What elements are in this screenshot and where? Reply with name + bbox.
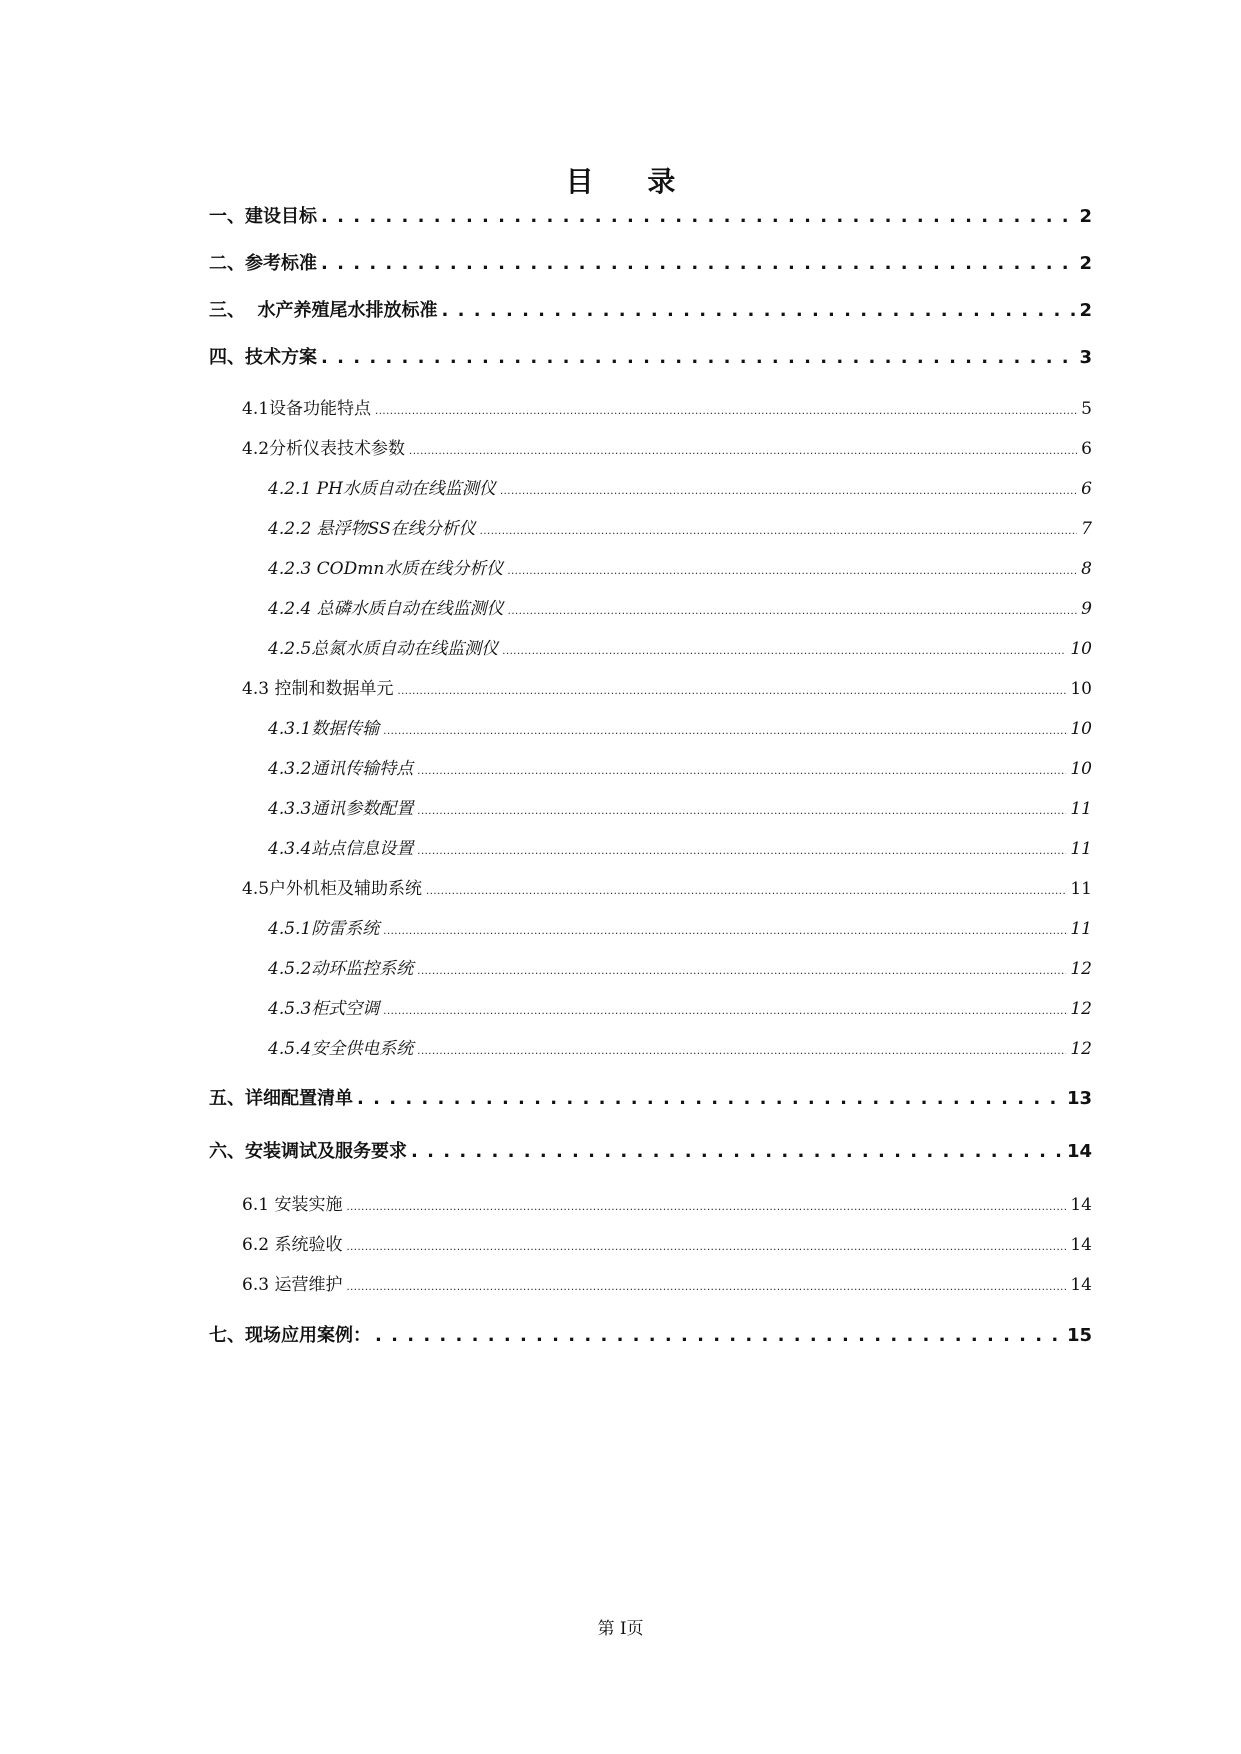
toc-leader xyxy=(321,251,1075,277)
toc-leader xyxy=(357,1086,1063,1112)
toc-entry-page: 2 xyxy=(1079,300,1092,321)
toc-entry[interactable] xyxy=(209,251,1092,277)
toc-entry-page: 12 xyxy=(1070,1039,1092,1059)
toc-entry-page: 15 xyxy=(1066,1325,1092,1346)
toc-entry-page: 7 xyxy=(1081,519,1092,539)
toc-entry[interactable] xyxy=(209,204,1092,230)
toc-leader xyxy=(383,996,1066,1025)
toc-leader xyxy=(417,756,1066,785)
toc-entry-page: 11 xyxy=(1070,839,1092,859)
toc-entry-page: 2 xyxy=(1079,253,1092,274)
toc-entry-page: 9 xyxy=(1081,599,1092,619)
toc-leader xyxy=(417,1036,1066,1065)
toc-leader xyxy=(480,516,1078,545)
toc-entry-label: 四、技术方案 xyxy=(209,347,317,368)
toc-entry[interactable] xyxy=(268,476,1092,505)
toc-leader xyxy=(442,298,1076,324)
toc-entry[interactable] xyxy=(242,1272,1092,1301)
toc-entry-page: 10 xyxy=(1070,759,1092,779)
toc-entry-label: 六、安装调试及服务要求 xyxy=(209,1141,407,1162)
toc-entry[interactable] xyxy=(209,345,1092,371)
toc-entry-page: 14 xyxy=(1070,1275,1092,1295)
toc-leader xyxy=(383,716,1066,745)
toc-entry-label: 4.3.4站点信息设置 xyxy=(268,839,414,859)
toc-entry-label: 4.3.2通讯传输特点 xyxy=(268,759,414,779)
toc-entry-label: 4.1设备功能特点 xyxy=(242,399,372,419)
toc-entry-page: 12 xyxy=(1070,999,1092,1019)
toc-entry-label: 6.3 运营维护 xyxy=(242,1275,343,1295)
toc-entry-page: 11 xyxy=(1070,799,1092,819)
toc-entry-page: 6 xyxy=(1081,439,1092,459)
toc-entry[interactable] xyxy=(242,876,1092,905)
toc-leader xyxy=(417,796,1066,825)
toc-leader xyxy=(383,916,1066,945)
toc-leader xyxy=(346,1192,1066,1221)
toc-entry-label: 4.2.1 PH水质自动在线监测仪 xyxy=(268,479,496,499)
toc-entry[interactable] xyxy=(268,996,1092,1025)
toc-entry-page: 13 xyxy=(1066,1088,1092,1109)
toc-leader xyxy=(508,596,1078,625)
toc-entry[interactable] xyxy=(268,756,1092,785)
toc-entry-label: 4.5.3柜式空调 xyxy=(268,999,380,1019)
toc-leader xyxy=(346,1272,1066,1301)
toc-leader xyxy=(502,636,1066,665)
toc-entry[interactable] xyxy=(268,716,1092,745)
toc-entry[interactable] xyxy=(268,916,1092,945)
toc-entry-page: 10 xyxy=(1070,679,1092,699)
toc-entry-page: 11 xyxy=(1070,879,1092,899)
toc-entry-label: 4.5户外机柜及辅助系统 xyxy=(242,879,423,899)
toc-entry-label: 4.3.1数据传输 xyxy=(268,719,380,739)
toc-entry-page: 14 xyxy=(1066,1141,1092,1162)
toc-entry-page: 14 xyxy=(1070,1235,1092,1255)
toc-entry-page: 2 xyxy=(1079,206,1092,227)
toc-leader xyxy=(417,836,1066,865)
toc-leader xyxy=(397,676,1066,705)
toc-leader xyxy=(500,476,1077,505)
toc-leader xyxy=(375,1323,1063,1349)
toc-leader xyxy=(375,396,1077,425)
toc-entry-label: 一、建设目标 xyxy=(209,206,317,227)
toc-leader xyxy=(321,345,1075,371)
toc-entry[interactable] xyxy=(242,436,1092,465)
toc-entry-label: 4.3.3通讯参数配置 xyxy=(268,799,414,819)
toc-title: 目 录 xyxy=(565,165,698,198)
toc-entry-page: 12 xyxy=(1070,959,1092,979)
toc-entry-label: 6.2 系统验收 xyxy=(242,1235,343,1255)
toc-leader xyxy=(321,204,1075,230)
page-footer: 第 I页 xyxy=(597,1619,644,1639)
toc-leader xyxy=(346,1232,1066,1261)
toc-entry[interactable] xyxy=(268,796,1092,825)
toc-entry[interactable] xyxy=(242,1232,1092,1261)
toc-entry-page: 14 xyxy=(1070,1195,1092,1215)
toc-entry-page: 10 xyxy=(1070,719,1092,739)
toc-entry[interactable] xyxy=(268,556,1092,585)
toc-entry[interactable] xyxy=(268,596,1092,625)
toc-leader xyxy=(507,556,1077,585)
toc-leader xyxy=(411,1139,1063,1165)
toc-entry-label: 三、 水产养殖尾水排放标准 xyxy=(209,300,438,321)
toc-entry[interactable] xyxy=(268,1036,1092,1065)
toc-entry-page: 8 xyxy=(1081,559,1092,579)
toc-entry-label: 4.5.2动环监控系统 xyxy=(268,959,414,979)
toc-entry-page: 3 xyxy=(1079,347,1092,368)
toc-entry-label: 4.2.2 悬浮物SS在线分析仪 xyxy=(268,519,476,539)
toc-entry[interactable] xyxy=(209,1323,1092,1349)
toc-entry[interactable] xyxy=(268,956,1092,985)
toc-entry[interactable] xyxy=(268,516,1092,545)
toc-entry-label: 五、详细配置清单 xyxy=(209,1088,353,1109)
toc-leader xyxy=(409,436,1077,465)
toc-entry-label: 4.5.1防雷系统 xyxy=(268,919,380,939)
toc-entry-label: 4.3 控制和数据单元 xyxy=(242,679,394,699)
toc-entry-label: 4.5.4安全供电系统 xyxy=(268,1039,414,1059)
toc-entry[interactable] xyxy=(209,1139,1092,1165)
toc-entry-label: 七、现场应用案例： xyxy=(209,1325,371,1346)
toc-entry[interactable] xyxy=(242,1192,1092,1221)
toc-entry-label: 4.2分析仪表技术参数 xyxy=(242,439,406,459)
toc-entry-page: 5 xyxy=(1081,399,1092,419)
toc-entry-label: 6.1 安装实施 xyxy=(242,1195,343,1215)
toc-entry[interactable] xyxy=(242,396,1092,425)
toc-entry-label: 4.2.3 CODmn水质在线分析仪 xyxy=(268,559,504,579)
toc-entry-page: 10 xyxy=(1070,639,1092,659)
toc-entry[interactable] xyxy=(268,836,1092,865)
toc-entry-page: 6 xyxy=(1081,479,1092,499)
toc-entry-page: 11 xyxy=(1070,919,1092,939)
toc-entry[interactable] xyxy=(209,298,1092,324)
toc-entry-label: 二、参考标准 xyxy=(209,253,317,274)
toc-entry[interactable] xyxy=(242,676,1092,705)
toc-entry-label: 4.2.5总氮水质自动在线监测仪 xyxy=(268,639,499,659)
toc-leader xyxy=(417,956,1066,985)
toc-entry[interactable] xyxy=(209,1086,1092,1112)
toc-entry-label: 4.2.4 总磷水质自动在线监测仪 xyxy=(268,599,504,619)
toc-leader xyxy=(426,876,1066,905)
toc-entry[interactable] xyxy=(268,636,1092,665)
